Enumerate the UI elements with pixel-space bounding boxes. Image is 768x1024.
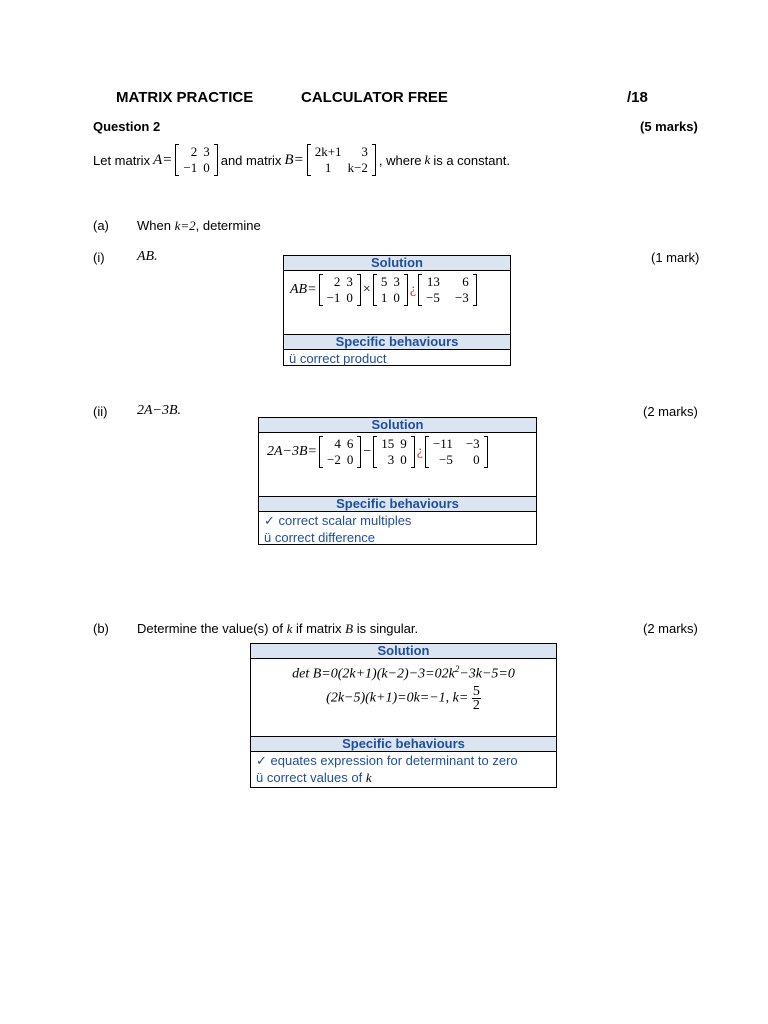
part-a-post: , determine bbox=[195, 218, 261, 233]
matrix-cell: 2 bbox=[333, 274, 341, 289]
matrix-cell: 0 bbox=[203, 160, 210, 175]
intro-where: , where bbox=[378, 152, 422, 168]
part-b-k: k bbox=[286, 621, 293, 636]
solution-heading: Solution bbox=[259, 418, 536, 433]
matrix-cell: −11 bbox=[432, 436, 453, 451]
matrix-cell: 3 bbox=[393, 274, 400, 289]
matrix-cell: −2 bbox=[327, 452, 341, 467]
matrix-b-label: B= bbox=[284, 151, 304, 168]
matrix-a-label: A= bbox=[153, 151, 173, 168]
matrix-cell: 4 bbox=[334, 436, 341, 451]
minus-operator: − bbox=[363, 444, 372, 459]
part-b-label: (b) bbox=[93, 621, 109, 636]
behaviours-heading: Specific behaviours bbox=[259, 496, 536, 512]
part-b-post: is singular. bbox=[356, 621, 419, 636]
intro-constant: is a constant. bbox=[433, 152, 510, 168]
behaviour-item: ✓ correct scalar multiples bbox=[264, 513, 412, 528]
behaviour-item: ✓ equates expression for determinant to zero bbox=[256, 753, 518, 768]
part-b-mid: if matrix bbox=[295, 621, 342, 636]
matrix-cell: 0 bbox=[393, 290, 400, 305]
part-a-label: (a) bbox=[93, 218, 109, 233]
matrix-cell: −3 bbox=[465, 436, 480, 451]
solution-body bbox=[259, 433, 536, 496]
part-ii-marks: (2 marks) bbox=[643, 404, 698, 419]
matrix-cell: 0 bbox=[473, 452, 480, 467]
solution-matrix-1 bbox=[319, 274, 361, 306]
factored-line bbox=[251, 683, 556, 712]
behaviour-item bbox=[251, 769, 556, 786]
matrix-cell: 0 bbox=[346, 452, 354, 467]
quadratic-equation: −3k−5=0 bbox=[459, 666, 515, 682]
matrix-cell: −1 bbox=[326, 290, 341, 305]
solution-box-ii bbox=[258, 417, 537, 545]
intro-and: and matrix bbox=[220, 152, 282, 168]
factored-equation: (2k−5)(k+1)=0k=−1, k= bbox=[326, 690, 469, 706]
matrix-cell: 9 bbox=[400, 436, 407, 451]
part-b-marks: (2 marks) bbox=[643, 621, 698, 636]
part-i-marks: (1 mark) bbox=[651, 250, 700, 265]
behaviours-heading: Specific behaviours bbox=[251, 736, 556, 752]
intro-let: Let matrix bbox=[93, 152, 151, 168]
part-a-condition: k=2 bbox=[174, 218, 196, 233]
behaviour-item: ü correct product bbox=[289, 351, 387, 366]
matrix-cell: 15 bbox=[381, 436, 395, 451]
solution-lhs: AB= bbox=[290, 282, 317, 297]
solution-body bbox=[284, 271, 510, 334]
matrix-cell: 3 bbox=[346, 274, 353, 289]
total-marks: /18 bbox=[627, 89, 648, 106]
solution-heading: Solution bbox=[284, 256, 510, 271]
worksheet-subtitle: CALCULATOR FREE bbox=[301, 89, 448, 106]
question-marks: (5 marks) bbox=[640, 119, 698, 134]
matrix-cell: 3 bbox=[203, 144, 210, 159]
behaviours-heading: Specific behaviours bbox=[284, 334, 510, 350]
behaviour-item: ü correct difference bbox=[264, 530, 376, 545]
part-b-pre: Determine the value(s) of bbox=[137, 621, 283, 636]
solution-body bbox=[251, 659, 556, 736]
matrix-cell: 2k+1 bbox=[314, 144, 342, 159]
solution-matrix-result bbox=[425, 436, 488, 468]
part-b-matrix: B bbox=[345, 621, 354, 636]
matrix-b bbox=[307, 144, 376, 176]
matrix-cell: 0 bbox=[400, 452, 407, 467]
matrix-a bbox=[175, 144, 217, 176]
part-b-text bbox=[137, 621, 418, 637]
solution-heading: Solution bbox=[251, 644, 556, 659]
matrix-cell: 0 bbox=[346, 290, 353, 305]
matrix-cell: −5 bbox=[426, 290, 440, 305]
equals-glyph: ¿ bbox=[409, 282, 417, 297]
times-operator: × bbox=[362, 282, 371, 297]
determinant-equation: det B=0(2k+1)(k−2)−3=02k bbox=[292, 666, 455, 682]
solution-matrix-1 bbox=[319, 436, 361, 468]
behaviour-k: k bbox=[365, 770, 372, 785]
determinant-line bbox=[251, 659, 556, 683]
behaviour-text: ü correct values of bbox=[256, 770, 363, 785]
question-label: Question 2 bbox=[93, 119, 161, 134]
part-a-pre: When bbox=[137, 218, 171, 233]
intro-k: k bbox=[424, 152, 431, 167]
fraction bbox=[472, 685, 481, 712]
equals-glyph: ¿ bbox=[416, 444, 423, 459]
matrix-cell: 2 bbox=[190, 144, 198, 159]
worksheet-title: MATRIX PRACTICE bbox=[116, 89, 254, 106]
part-ii-label: (ii) bbox=[93, 404, 108, 419]
part-i-label: (i) bbox=[93, 250, 105, 265]
solution-matrix-2 bbox=[373, 274, 408, 306]
matrix-cell: −1 bbox=[183, 160, 198, 175]
matrix-cell: 3 bbox=[387, 452, 395, 467]
solution-box-b bbox=[250, 643, 557, 788]
matrix-cell: 1 bbox=[380, 290, 388, 305]
solution-matrix-2 bbox=[373, 436, 415, 468]
fraction-denominator: 2 bbox=[472, 697, 480, 713]
solution-box-i bbox=[283, 255, 511, 366]
solution-matrix-result bbox=[418, 274, 477, 306]
matrix-cell: −3 bbox=[454, 290, 469, 305]
part-i-expression: AB. bbox=[137, 249, 158, 264]
matrix-cell: 3 bbox=[361, 144, 368, 159]
matrix-cell: 6 bbox=[346, 436, 354, 451]
fraction-numerator: 5 bbox=[472, 683, 480, 699]
matrix-cell: 1 bbox=[324, 160, 332, 175]
matrix-definition bbox=[93, 142, 510, 178]
solution-lhs: 2A−3B= bbox=[267, 444, 317, 459]
matrix-cell: 13 bbox=[426, 274, 440, 289]
matrix-cell: −5 bbox=[438, 452, 453, 467]
matrix-cell: k−2 bbox=[347, 160, 368, 175]
exponent: 2 bbox=[454, 664, 460, 674]
part-a-text bbox=[137, 218, 261, 234]
matrix-cell: 5 bbox=[380, 274, 388, 289]
part-ii-expression: 2A−3B. bbox=[137, 403, 182, 418]
matrix-cell: 6 bbox=[462, 274, 469, 289]
